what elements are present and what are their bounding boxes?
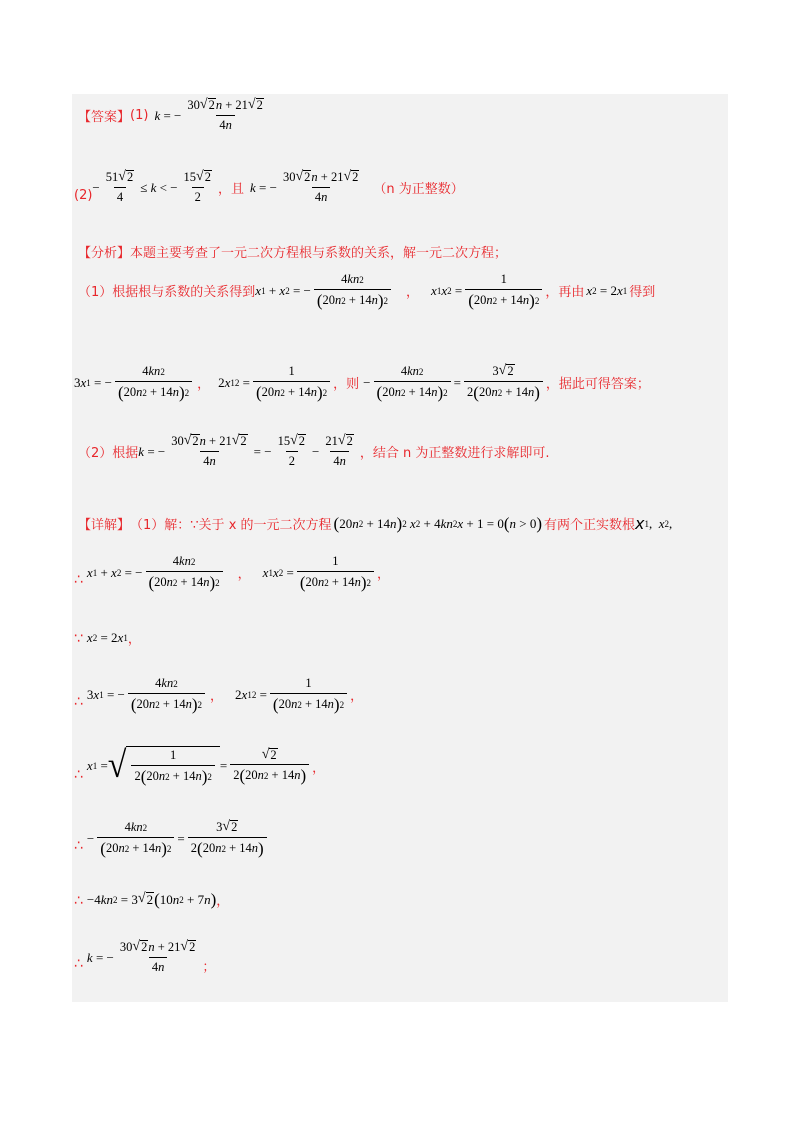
sum-roots-formula: x 1 + x 2 = − 4 kn 2 ( 20 n 2 + 14 n ) 2	[255, 272, 394, 309]
analysis-line	[78, 242, 507, 261]
analysis-intro: 本题主要考查了一元二次方程根与系数的关系，解一元二次方程；	[130, 246, 508, 261]
therefore-symbol: ∴	[74, 767, 83, 783]
detail-step-2	[74, 628, 141, 647]
k-formula-detail: k = − 30 √ 2 n + 21 √ 2 4 n	[86, 939, 196, 974]
answer-n-note: （n 为正整数）	[373, 182, 464, 197]
two-x1-sq-formula: 2 x 1 2 = 1 ( 20 n 2 + 14 n ) 2	[218, 364, 333, 401]
comma: ，	[350, 689, 364, 704]
because-symbol: ∵	[74, 631, 83, 647]
document-panel	[72, 94, 728, 1002]
comma: ，	[216, 894, 230, 909]
answer-k-formula-2: k = − 30 √ 2 n + 21 √ 2 4 n	[250, 169, 359, 204]
answer-line-2	[74, 170, 464, 205]
x1-sqrt-formula: x 1 = √ 1 2 ( 20 n 2 + 14 n ) 2 = √ 2 2 ( 20 n 2 + 14 n )	[87, 746, 312, 786]
product-roots-formula: x 1 x 2 = 1 ( 20 n 2 + 14 n ) 2	[431, 272, 545, 309]
analysis-part2-prefix: （2）根据	[78, 446, 139, 461]
k-decomposition-formula: k = − 30 √ 2 n + 21 √ 2 4 n = − 15 √ 2 2 − 21 √ 2 4 n	[138, 433, 353, 468]
analysis-conclude: ，据此可得答案；	[545, 377, 650, 392]
detail-step-7	[74, 940, 215, 975]
answer-part1-label: (1)	[130, 108, 149, 123]
detail-label: 【详解】	[78, 518, 131, 533]
detail-step-3	[74, 676, 363, 713]
quadratic-equation: ( 20 n 2 + 14 n ) 2 x 2 + 4 kn 2 x + 1 = 0 ( n > 0 )	[333, 514, 543, 533]
semicolon: ；	[202, 960, 216, 975]
comma: ，	[376, 567, 390, 582]
answer-k-formula: k = − 30 √ 2 n + 21 √ 2 4 n	[154, 97, 263, 132]
therefore-symbol: ∴	[74, 956, 83, 972]
analysis-part2-suffix: ，结合 n 为正整数进行求解即可.	[359, 446, 550, 461]
x2-eq-2x1-detail: x 2 = 2 x 1	[86, 629, 128, 645]
ratio-formula: − 4 kn 2 ( 20 n 2 + 14 n ) 2 = 3 √ 2 2 ( 20 n 2 + 14 n )	[363, 364, 546, 401]
comma: ，	[197, 377, 211, 392]
comma: ，	[127, 632, 141, 647]
analysis-got: 得到	[629, 285, 656, 300]
answer-label: 【答案】	[78, 110, 131, 125]
three-x1-formula: 3 x 1 = − 4 kn 2 ( 20 n 2 + 14 n ) 2	[74, 364, 195, 401]
detail-text2: 有两个正实数根	[544, 518, 636, 533]
detail-step-6	[74, 890, 229, 909]
analysis-part1-cont	[74, 364, 650, 401]
therefore-symbol: ∴	[74, 694, 83, 710]
product-roots-formula-detail: x 1 x 2 = 1 ( 20 n 2 + 14 n ) 2	[263, 554, 377, 591]
answer-k-range: − 51 √ 2 4 ≤ k < − 15 √ 2 2	[92, 169, 211, 204]
detail-step-5	[74, 820, 270, 857]
analysis-part1-line	[78, 272, 655, 309]
detail-step-4	[74, 746, 325, 786]
analysis-label: 【分析】	[78, 246, 131, 261]
analysis-part2-line	[78, 434, 549, 469]
comma: ，	[237, 567, 251, 582]
kn-relation-formula: −4 kn 2 = 3 √ 2 ( 10 n 2 + 7 n )	[86, 890, 217, 909]
answer-and: ，且	[217, 182, 244, 197]
two-x1-sq-formula-detail: 2 x 1 2 = 1 ( 20 n 2 + 14 n ) 2	[235, 676, 350, 713]
therefore-symbol: ∴	[74, 893, 83, 909]
therefore-symbol: ∴	[74, 838, 83, 854]
three-x1-formula-detail: 3 x 1 = − 4 kn 2 ( 20 n 2 + 14 n ) 2	[87, 676, 208, 713]
detail-step-1	[74, 554, 390, 591]
detail-text1: （1）解：∵关于 x 的一元二次方程	[130, 518, 332, 533]
x2-eq-2x1: x 2 = 2 x 1	[586, 282, 628, 298]
comma: ，	[312, 760, 326, 776]
answer-line-1	[78, 98, 270, 133]
therefore-symbol: ∴	[74, 572, 83, 588]
comma: ，	[210, 689, 224, 704]
comma: ，	[406, 285, 420, 300]
answer-part2-label: (2)	[74, 188, 93, 203]
analysis-then: ，则	[333, 377, 360, 392]
detail-line	[78, 514, 672, 533]
analysis-part1-prefix: （1）根据根与系数的关系得到	[78, 285, 256, 300]
ratio-formula-detail: − 4 kn 2 ( 20 n 2 + 14 n ) 2 = 3 √ 2 2 ( 20 n 2 + 14 n )	[87, 820, 270, 857]
sum-roots-formula-detail: x 1 + x 2 = − 4 kn 2 ( 20 n 2 + 14 n ) 2	[87, 554, 226, 591]
analysis-recondition: ，再由	[545, 285, 585, 300]
roots-x1-x2: x 1 , x 2 ,	[635, 514, 673, 533]
